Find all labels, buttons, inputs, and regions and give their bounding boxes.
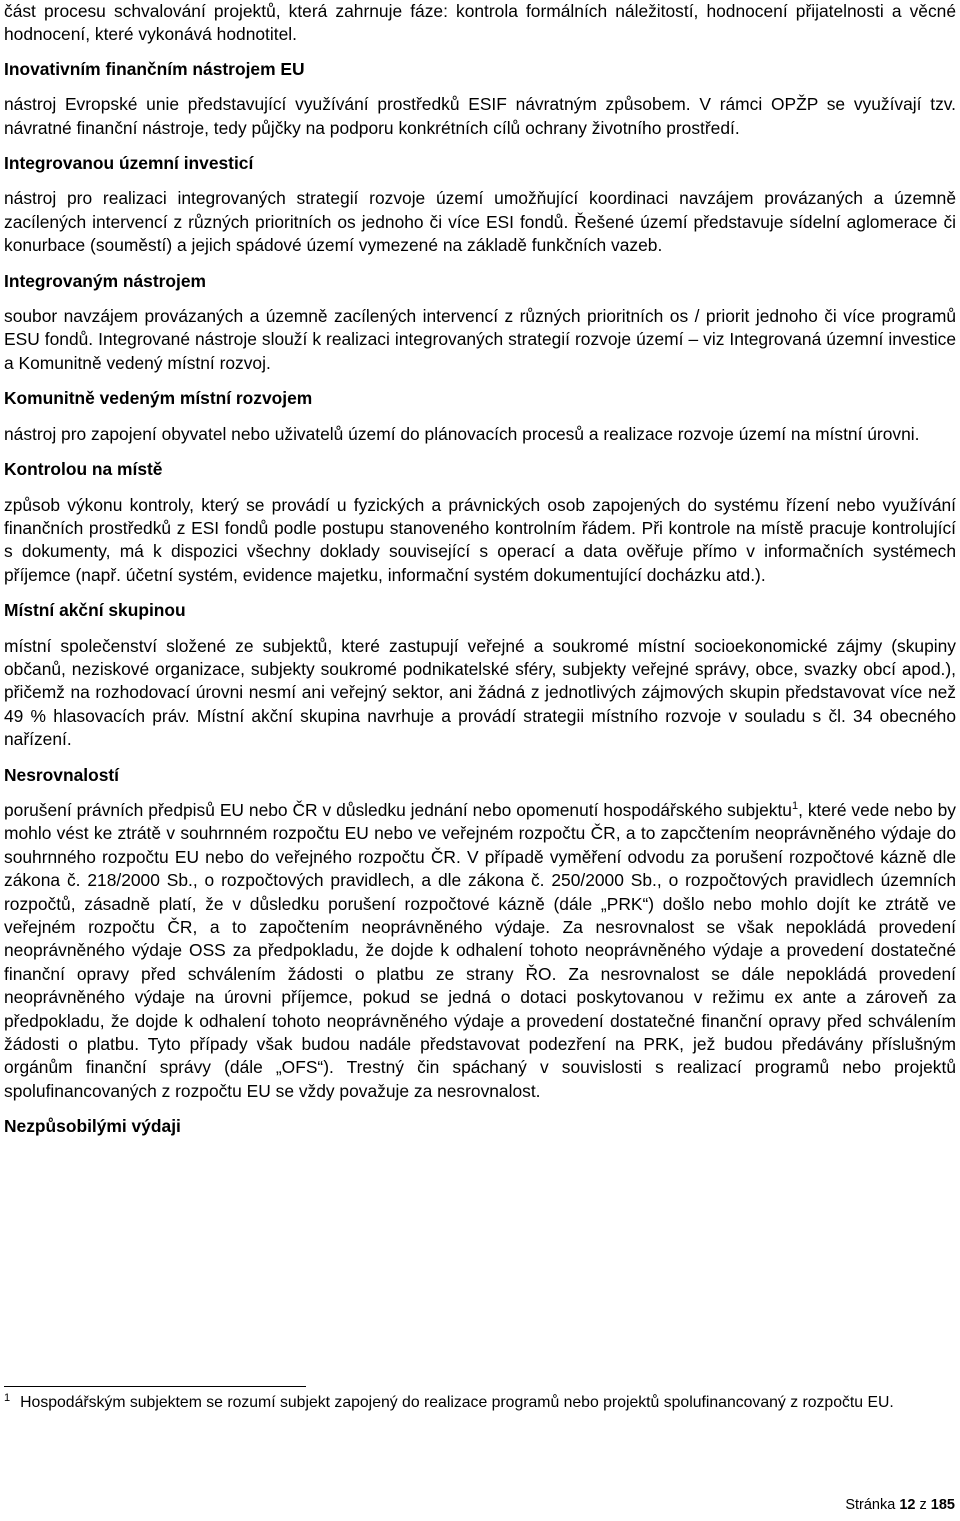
page-number	[845, 1496, 955, 1514]
term-heading-kontrola-na-miste: Kontrolou na místě	[4, 459, 163, 480]
term-heading-mistni-akcni-skupina: Místní akční skupinou	[4, 600, 186, 621]
term-definition-kontrola-na-miste: způsob výkonu kontroly, který se provádí u fyzických a právnických osob zapojených do systému řízení nebo využívání finančních prostředků z ESI fondů podle postupu stanoveného kontrolním řádem. Při kontrole na místě pracuje kontrolující s dokumenty, má k dispozici všechny doklady související s operací a data ověřuje přímo v informačních systémech příjemce (např. účetní systém, evidence majetku, informační systém dokumentující docházku atd.).	[4, 494, 956, 585]
term-definition-inovativni-financni-nastroj: nástroj Evropské unie představující využívání prostředků ESIF návratným způsobem. V rámci OPŽP se využívají tzv. návratné finanční nástroje, tedy půjčky na podporu konkrétních cílů ochrany životního prostředí.	[4, 94, 956, 138]
nesrovnalost-text-rest: , které vede nebo by mohlo vést ke ztrátě v souhrnném rozpočtu EU nebo ve veřejném rozpočtu ČR, a to zapcčtením neoprávněného výdaje do souhrnného rozpočtu EU nebo do veřejného rozpočtu ČR. V případě vyměření odvodu za porušení rozpočtové kázně dle zákona č. 218/2000 Sb., o rozpočtových pravidlech, a dle zákona č. 250/2000 Sb., o rozpočtových pravidlech územních rozpočtů, zásadně platí, že v důsledku porušení rozpočtové kázně (dále „PRK“) došlo nebo mohlo dojít ke ztrátě ve veřejném rozpočtu ČR, a to započtením neoprávněného výdaje. Za nesrovnalost se však nepokládá provedení neoprávněného výdaje OSS za předpokladu, že dojde k odhalení tohoto neoprávněného výdaje a provedení dostatečné finanční opravy před schválením žádosti o platbu ze strany ŘO. Za nesrovnalost se dále nepokládá provedení neoprávněného výdaje na úrovni příjemce, pokud se jedná o dotaci poskytovanou v režimu ex ante a zároveň za předpokladu, že dojde k odhalení tohoto neoprávněného výdaje a provedení dostatečné finanční opravy před schválením žádosti o platbu. Tyto případy však budou nadále představovat podezření na PRK, jež budou předávány příslušným orgánům finanční správy (dále „OFS“). Trestný čin spáchaný v souvislosti s realizací programů nebo projektů spolufinancovaných z rozpočtu EU se vždy považuje za nesrovnalost.	[4, 799, 956, 1101]
term-heading-integrovana-uzemni-investice: Integrovanou územní investicí	[4, 153, 254, 174]
page-number-current: 12	[899, 1497, 916, 1513]
term-heading-nesrovnalost: Nesrovnalostí	[4, 764, 120, 785]
term-heading-integrovany-nastroj: Integrovaným nástrojem	[4, 270, 206, 291]
term-definition-mistni-akcni-skupina: místní společenství složené ze subjektů, které zastupují veřejné a soukromé místní socioekonomické zájmy (skupiny občanů, neziskové organizace, subjekty soukromé podnikatelské sféry, subjekty veřejné správy, obce, svazky obcí apod.), přičemž na rozhodovací úrovni nesmí ani veřejný sektor, ani žádná z jednotlivých zájmových skupin představovat více než 49 % hlasovacích práv. Místní akční skupina navrhuje a provádí strategii místního rozvoje v souladu s čl. 34 obecného nařízení.	[4, 635, 956, 750]
footnote-reference[interactable]: 1	[791, 800, 799, 813]
document-page	[4, 0, 956, 1139]
page-number-label: Stránka	[845, 1497, 896, 1513]
footnote-divider	[4, 1386, 306, 1387]
term-definition-integrovana-uzemni-investice: nástroj pro realizaci integrovaných strategií rozvoje území umožňující koordinaci navzájem provázaných a územně zacílených intervencí z různých prioritních os jednoho či více ESI fondů. Řešené území představuje sídelní aglomerace či konurbace (souměstí) a jejich spádové území vymezené na základě funkčních vazeb.	[4, 188, 956, 256]
term-definition-komunitne-vedeny-rozvoj: nástroj pro zapojení obyvatel nebo uživatelů území do plánovacích procesů a realizace rozvoje území na místní úrovni.	[4, 423, 920, 444]
footnote-text: Hospodářským subjektem se rozumí subjekt zapojený do realizace programů nebo projektů spolufinancovaný z rozpočtu EU.	[20, 1394, 894, 1411]
page-number-separator: z	[919, 1497, 927, 1513]
term-heading-komunitne-vedeny-rozvoj: Komunitně vedeným místní rozvojem	[4, 388, 313, 409]
term-heading-nezpusobile-vydaje: Nezpůsobilými výdaji	[4, 1116, 181, 1137]
footnote	[4, 1392, 956, 1413]
intro-continuation: část procesu schvalování projektů, která zahrnuje fáze: kontrola formálních náležitostí, hodnocení přijatelnosti a věcné hodnocení, které vykonává hodnotitel.	[4, 1, 956, 45]
term-definition-nesrovnalost	[4, 799, 956, 1103]
footnote-mark: 1	[4, 1391, 11, 1404]
nesrovnalost-text-start: porušení právních předpisů EU nebo ČR v důsledku jednání nebo opomenutí hospodářského subjektu	[4, 799, 792, 820]
term-heading-inovativni-financni-nastroj: Inovativním finančním nástrojem EU	[4, 58, 305, 79]
term-definition-integrovany-nastroj: soubor navzájem provázaných a územně zacílených intervencí z různých prioritních os / priorit jednoho či více programů ESU fondů. Integrované nástroje slouží k realizaci integrovaných strategií rozvoje území – viz Integrovaná územní investice a Komunitně vedený místní rozvoj.	[4, 306, 956, 373]
page-number-total: 185	[930, 1497, 955, 1513]
